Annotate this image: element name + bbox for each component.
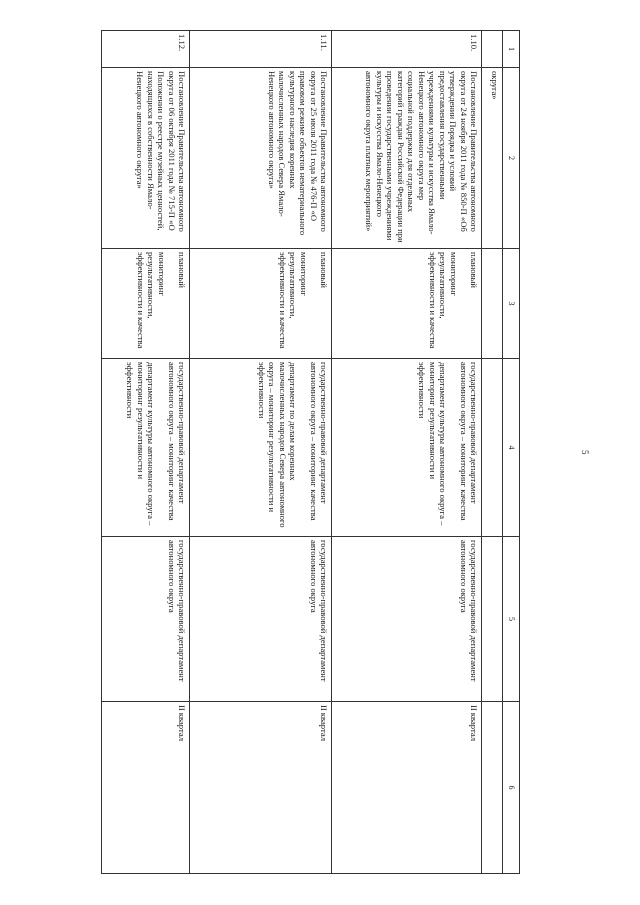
executors: государственно-правовой департамент автономного округа – мониторинг качества департамент культуры автономного округа – мониторинг результативности и эффективности (332, 359, 482, 537)
monitoring-plan-table (101, 30, 520, 874)
term: II квартал (190, 702, 332, 874)
document-title: Постановление Правительства автономного округа от 24 ноября 2011 года № 850-П «Об утверждении Порядка и условий предоставления государственными учреждениями культуры и искусства Ямало-Ненецкого автономного округа мер социальной поддержки для отдельных категорий граждан Российской Федерации при проведении государственными учреждениями культуры и искусства Ямало-Ненецкого автономного округа платных мероприятий» (332, 68, 482, 249)
row-number: 1.11. (190, 31, 332, 68)
responsible: государственно-правовой департамент автономного округа (332, 537, 482, 702)
executors: государственно-правовой департамент автономного округа – мониторинг качества департамент культуры автономного округа – мониторинг результативности и эффективности (102, 359, 190, 537)
column-header: 6 (503, 702, 520, 874)
rotated-table-sheet (110, 30, 520, 873)
column-number-row (503, 31, 520, 874)
document-title: Постановление Правительства автономного округа от 06 октября 2011 года № 715-П «О Положении о реестре музейных ценностей, находящихся в собственности Ямало-Ненецкого автономного округа» (102, 68, 190, 249)
executors: государственно-правовой департамент автономного округа – мониторинг качества департамент по делам коренных малочисленных народов Севера автономного округа – мониторинг результативности и эффективности (190, 359, 332, 537)
table-row (332, 31, 482, 874)
monitoring-type: плановый мониторинг результативности, эффективности и качества (332, 249, 482, 359)
column-header: 1 (503, 31, 520, 68)
column-header: 4 (503, 359, 520, 537)
continuation-text: округа» (482, 68, 503, 249)
responsible: государственно-правовой департамент автономного округа (190, 537, 332, 702)
table-row (102, 31, 190, 874)
table-row (190, 31, 332, 874)
document-title: Постановление Правительства автономного округа от 25 июля 2011 года № 476-П «О правовом режиме объектов нематериального культурного наследия коренных малочисленных народов Севера Ямало-Ненецкого автономного округа» (190, 68, 332, 249)
page-number: 5 (580, 450, 590, 455)
term: II квартал (102, 702, 190, 874)
column-header: 2 (503, 68, 520, 249)
monitoring-type: плановый мониторинг результативности, эффективности и качества (102, 249, 190, 359)
monitoring-type: плановый мониторинг результативности, эффективности и качества (190, 249, 332, 359)
continuation-row (482, 31, 503, 874)
column-header: 5 (503, 537, 520, 702)
term: II квартал (332, 702, 482, 874)
responsible: государственно-правовой департамент автономного округа (102, 537, 190, 702)
row-number: 1.12. (102, 31, 190, 68)
column-header: 3 (503, 249, 520, 359)
row-number: 1.10. (332, 31, 482, 68)
